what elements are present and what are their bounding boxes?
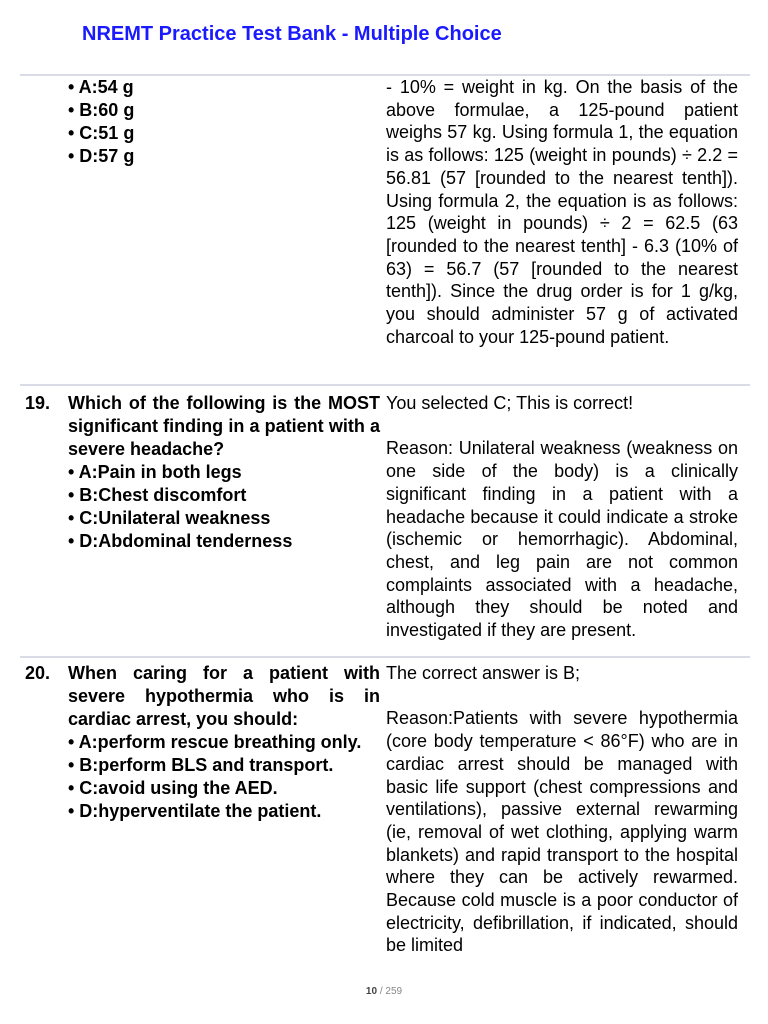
result-text: You selected C; This is correct!	[386, 393, 634, 413]
answer-20	[386, 662, 738, 957]
answer-option-c: • C:avoid using the AED.	[68, 778, 278, 798]
total-pages: 259	[385, 986, 403, 997]
question-text: When caring for a patient with severe hypothermia who is in cardiac arrest, you should:	[68, 663, 380, 729]
page-indicator	[0, 986, 768, 997]
answer-option-b: • B:perform BLS and transport.	[68, 755, 334, 775]
continued-explanation	[386, 76, 738, 348]
result-text: The correct answer is B;	[386, 663, 581, 683]
answer-19	[386, 392, 738, 642]
question-body	[68, 392, 380, 553]
reason-text: Reason:Patients with severe hypothermia (core body temperature < 86°F) who are in cardiac arrest should be managed with basic life support (chest compressions and ventilations), passive external rewarming (ie, removal of wet clothing, applying warm blankets) and rapid transport to the hospital where they can be actively rewarmed. Because cold muscle is a poor conductor of electricity, defibrillation, if indicated, should be limited	[386, 708, 738, 956]
question-body	[68, 76, 380, 168]
answer-option-d: • D:hyperventilate the patient.	[68, 801, 322, 821]
answer-option-a: • A:54 g	[68, 77, 134, 97]
divider	[20, 656, 750, 658]
answer-option-b: • B:Chest discomfort	[68, 485, 247, 505]
divider	[20, 384, 750, 386]
answer-option-d: • D:57 g	[68, 146, 135, 166]
answer-option-b: • B:60 g	[68, 100, 135, 120]
question-body	[68, 662, 380, 823]
page-separator: /	[377, 986, 386, 997]
answer-option-a: • A:perform rescue breathing only.	[68, 732, 362, 752]
question-number: 20.	[25, 663, 51, 683]
answer-option-c: • C:51 g	[68, 123, 135, 143]
answer-option-a: • A:Pain in both legs	[68, 462, 242, 482]
explanation-text: - 10% = weight in kg. On the basis of the above formulae, a 125-pound patient weighs 57 kg. Using formula 1, the equation is as follows: 125 (weight in pounds) ÷ 2.2 = 56.81 (57 [rounded to the nearest tenth]). Using formula 2, the equation is as follows: 125 (weight in pounds) ÷ 2 = 62.5 (63 [rounded to the nearest tenth] - 6.3 (10% of 63) = 56.7 (57 [rounded to the nearest tenth]). Since the drug order is for 1 g/kg, you should administer 57 g of activated charcoal to your 125-pound patient.	[386, 77, 738, 347]
answer-option-c: • C:Unilateral weakness	[68, 508, 271, 528]
current-page-number: 10	[365, 986, 378, 997]
question-number: 19.	[25, 393, 51, 413]
page-title: NREMT Practice Test Bank - Multiple Choice	[82, 23, 502, 45]
answer-option-d: • D:Abdominal tenderness	[68, 531, 293, 551]
question-text: Which of the following is the MOST significant finding in a patient with a severe headache?	[68, 393, 380, 459]
reason-text: Reason: Unilateral weakness (weakness on one side of the body) is a clinically significant finding in a patient with a headache because it could indicate a stroke (ischemic or hemorrhagic). Abdominal, chest, and leg pain are not common complaints associated with a headache, although they should be noted and investigated if they are present.	[386, 438, 738, 641]
